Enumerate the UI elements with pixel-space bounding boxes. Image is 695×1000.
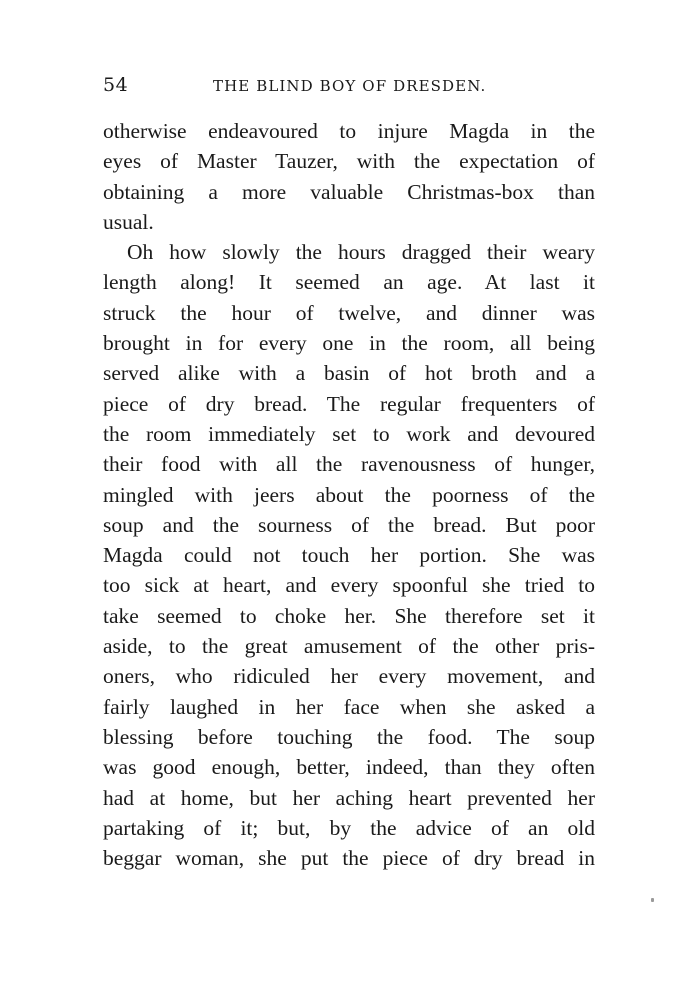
body-line: their food with all the ravenousness of hunger, — [103, 452, 595, 477]
body-line: too sick at heart, and every spoonful she tried to — [103, 573, 595, 598]
body-line: otherwise endeavoured to injure Magda in the — [103, 119, 595, 143]
paragraph-end-line: usual. — [103, 209, 154, 234]
running-title: THE BLIND BOY OF DRESDEN. — [213, 77, 487, 95]
print-speck — [651, 898, 654, 902]
body-line: had at home, but her aching heart prevented her — [103, 785, 595, 810]
body-line: beggar woman, she put the piece of dry bread in — [103, 846, 595, 871]
page-number: 54 — [103, 74, 129, 96]
body-line: mingled with jeers about the poorness of the — [103, 482, 595, 507]
body-line: eyes of Master Tauzer, with the expectation of — [103, 149, 595, 174]
body-line: blessing before touching the food. The soup — [103, 724, 595, 749]
body-line: soup and the sourness of the bread. But poor — [103, 512, 595, 537]
body-line: fairly laughed in her face when she asked a — [103, 694, 595, 719]
body-line: was good enough, better, indeed, than they often — [103, 755, 595, 780]
body-line: obtaining a more valuable Christmas-box than — [103, 179, 595, 204]
body-line: oners, who ridiculed her every movement, and — [103, 664, 595, 689]
body-line: served alike with a basin of hot broth and a — [103, 361, 595, 386]
body-line: the room immediately set to work and devoured — [103, 421, 595, 446]
body-line: length along! It seemed an age. At last it — [103, 270, 595, 295]
body-line: struck the hour of twelve, and dinner was — [103, 300, 595, 325]
body-line: aside, to the great amusement of the other pris- — [103, 634, 595, 659]
body-line: piece of dry bread. The regular frequenters of — [103, 391, 595, 416]
body-text — [103, 116, 595, 873]
paragraph-start-line: Oh how slowly the hours dragged their weary — [127, 240, 595, 265]
body-line: brought in for every one in the room, all being — [103, 331, 595, 356]
body-line: take seemed to choke her. She therefore set it — [103, 603, 595, 628]
body-line: partaking of it; but, by the advice of an old — [103, 815, 595, 840]
body-line: Magda could not touch her portion. She was — [103, 543, 595, 568]
